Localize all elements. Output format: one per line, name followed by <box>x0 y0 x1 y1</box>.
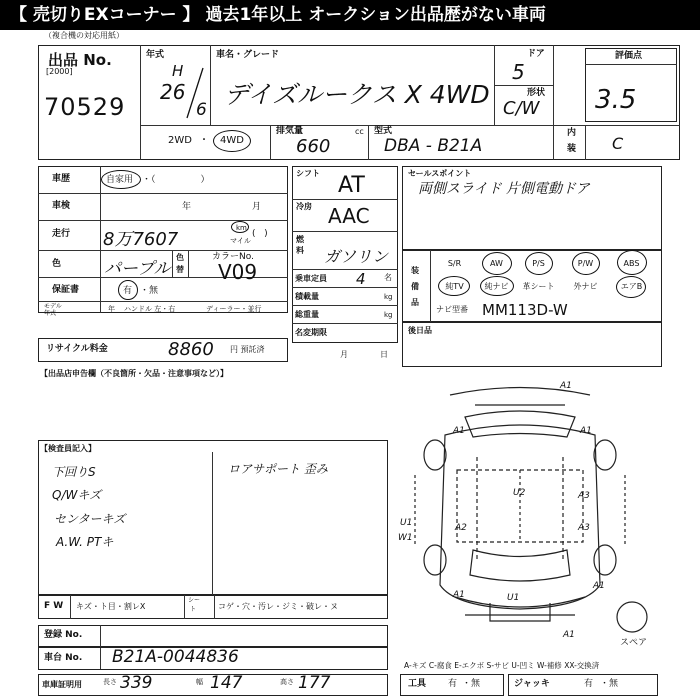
mileage-paren: ( ) <box>252 229 268 239</box>
legend: A-キズ C-腐食 E-エクボ S-サビ U-凹ミ W-補修 XX-交換済 <box>404 661 600 670</box>
lot-number: 70529 <box>44 93 126 121</box>
warranty-rest: ・無 <box>140 286 159 296</box>
name-change-month: 月 <box>340 350 348 359</box>
fw-text-1: キズ・ト目・割レX <box>76 602 146 611</box>
equip-ext-navi: 外ナビ <box>573 282 598 291</box>
car-diagram <box>395 375 690 650</box>
inspection-month: 月 <box>252 202 262 212</box>
warranty-label: 保証書 <box>52 285 80 295</box>
mileage-value: 8万7607 <box>103 229 179 250</box>
recycle-unit: 円 預託済 <box>230 345 265 354</box>
inspector-label: 【検査員記入】 <box>40 444 96 453</box>
fw-sheet-1: シー <box>188 597 201 604</box>
mark-a1-right: A1 <box>580 426 592 436</box>
cert-h: 高さ <box>280 678 294 686</box>
lot-stamp: [2000] <box>46 67 73 76</box>
score-label: 評価点 <box>615 51 643 61</box>
ac-value: AAC <box>328 204 370 228</box>
interior-label-2: 装 <box>567 144 577 154</box>
vehicle-name: デイズルークス X 4WD <box>224 80 490 109</box>
model-year-handle: ハンドル 左・右 <box>124 305 176 313</box>
mileage-label: 走行 <box>52 229 71 239</box>
fuel-label-1: 燃 <box>296 235 304 244</box>
interior-value: C <box>612 134 624 153</box>
sales-point-value: 両側スライド 片側電動ドア <box>418 181 590 197</box>
capacity-label: 乗車定員 <box>295 274 327 283</box>
tools-no: ・無 <box>462 679 481 689</box>
inspection-year: 年 <box>182 202 192 212</box>
equip-ps: P/S <box>532 259 545 268</box>
color-code-label: カラーNo. <box>212 252 254 262</box>
recycle-value: 8860 <box>168 339 214 360</box>
load-label: 積載量 <box>295 292 319 301</box>
recycle-label: リサイクル料金 <box>46 344 108 354</box>
sales-point-label: セールスポイント <box>408 169 472 178</box>
score-value: 3.5 <box>595 85 637 115</box>
doors-label: ドア <box>527 49 545 59</box>
inspection-label: 車検 <box>52 201 71 211</box>
fw-label: F W <box>44 601 64 611</box>
drive-4wd: 4WD <box>220 135 244 146</box>
interior-label-1: 内 <box>567 128 577 138</box>
jack-label: ジャッキ <box>514 679 550 689</box>
name-change-day: 日 <box>380 350 388 359</box>
equip-pw: P/W <box>577 259 594 268</box>
drive-4wd-circle <box>213 130 251 152</box>
mark-w1: W1 <box>398 533 413 543</box>
tools-yes: 有 <box>448 679 458 689</box>
mileage-km-circle <box>231 221 249 233</box>
chassis-label: 車台 No. <box>44 653 83 663</box>
load-unit: kg <box>384 293 393 301</box>
banner-text: 【 売切りEXコーナー 】 過去1年以上 オークション出品歴がない車両 <box>10 5 546 25</box>
navi-model-label: ナビ型番 <box>436 305 468 314</box>
year-month: 6 <box>196 100 207 120</box>
history-rest: ・（ ） <box>142 175 210 185</box>
mark-u1-bottom: U1 <box>507 593 520 603</box>
history-value: 自家用 <box>106 175 134 185</box>
mark-a1-bottom: A1 <box>563 630 575 640</box>
model-year-dealer: ディーラー・並行 <box>206 305 262 313</box>
later-label: 後日品 <box>408 326 432 335</box>
model-value: DBA - B21A <box>384 136 483 156</box>
color-value: パープル <box>104 259 171 279</box>
weight-unit: kg <box>384 311 393 319</box>
mark-a3-right: A3 <box>578 491 590 501</box>
shape-label: 形状 <box>527 88 546 98</box>
inspector-line-1: 下回りS <box>52 465 96 479</box>
fw-text-2: コゲ・穴・汚レ・ジミ・破レ・ヌ <box>218 602 338 611</box>
equip-airbag: エアB <box>620 282 643 291</box>
mark-u1-left: U1 <box>400 518 413 528</box>
mileage-km: km <box>236 224 247 232</box>
capacity-value: 4 <box>356 270 366 288</box>
cert-l: 長さ <box>103 678 117 686</box>
shift-value: AT <box>338 173 365 198</box>
doors-value: 5 <box>512 60 525 84</box>
year-slash <box>145 60 209 122</box>
drive-2wd: 2WD <box>168 135 192 146</box>
displacement-unit: cc <box>355 127 364 136</box>
warranty-yes: 有 <box>123 286 133 296</box>
equip-leather: 革シート <box>522 282 555 291</box>
equip-tv: 純TV <box>445 282 464 291</box>
vehicle-label: 車名・グレード <box>216 50 280 60</box>
equip-airbag-circle <box>616 276 646 298</box>
mark-a1-top: A1 <box>560 381 572 391</box>
equip-aw: AW <box>490 259 503 268</box>
inspector-line-2: Q/Wキズ <box>52 488 102 502</box>
cert-w: 幅 <box>196 678 203 686</box>
fw-sheet-2: ト <box>190 606 197 613</box>
year-value: 26 <box>160 80 186 104</box>
year-era: H <box>172 62 184 80</box>
displacement-label: 排気量 <box>276 126 304 136</box>
model-year-l1: モデル <box>44 303 62 310</box>
registration-label: 登録 No. <box>44 630 83 640</box>
model-year-l2: 年式 <box>44 310 57 317</box>
equipment-label-3: 品 <box>411 298 419 307</box>
mark-a2: A2 <box>455 523 467 533</box>
mark-u2: U2 <box>513 488 526 498</box>
equipment-label-2: 備 <box>411 282 419 291</box>
equip-navi-circle <box>480 276 514 296</box>
navi-model-value: MM113D-W <box>482 301 568 319</box>
weight-label: 総重量 <box>295 310 319 319</box>
mark-a1-left: A1 <box>453 426 465 436</box>
warranty-circle <box>118 280 138 300</box>
history-label: 車歴 <box>52 174 71 184</box>
mark-a1-lower-left: A1 <box>453 590 465 600</box>
equip-sr: S/R <box>447 259 462 268</box>
model-label: 型式 <box>374 126 393 136</box>
subheader: （複合機の対応用紙） <box>44 31 124 40</box>
equipment-label-1: 装 <box>411 266 419 275</box>
jack-yes: 有 <box>584 679 594 689</box>
later-box <box>402 322 662 367</box>
ac-label: 冷房 <box>296 202 312 211</box>
fuel-label-2: 料 <box>296 246 304 255</box>
shape-value: C/W <box>503 98 540 119</box>
color-change-2: 替 <box>176 265 184 274</box>
mileage-mile: マイル <box>230 237 251 245</box>
banner <box>0 0 700 30</box>
name-change-label: 名変期限 <box>295 328 327 337</box>
equip-ps-circle <box>525 252 553 275</box>
lot-label: 出品 No. <box>48 51 112 69</box>
equip-abs: ABS <box>623 259 640 268</box>
spare-label: スペア <box>620 638 648 648</box>
year-label: 年式 <box>146 50 165 60</box>
shift-label: シフト <box>296 169 320 178</box>
equip-pw-circle <box>572 252 600 275</box>
registration-box <box>38 625 388 647</box>
inspector-line-4: A.W. PTキ <box>56 535 114 549</box>
mark-a1-lower-right: A1 <box>593 581 605 591</box>
color-label: 色 <box>52 259 62 269</box>
inspector-line-3: センターキズ <box>54 512 126 526</box>
inspector-note-right: ロアサポート 歪み <box>228 462 328 476</box>
history-circle <box>101 170 141 189</box>
cert-label: 車庫証明用 <box>42 680 82 689</box>
capacity-unit: 名 <box>384 273 392 282</box>
drive-dot: ・ <box>199 135 209 146</box>
displacement-value: 660 <box>296 136 331 157</box>
mark-a3-right-2: A3 <box>578 523 590 533</box>
color-change-1: 色 <box>176 253 184 262</box>
cert-lv: 339 <box>120 673 153 693</box>
equip-navi: 純ナビ <box>484 282 509 291</box>
equip-aw-circle <box>482 252 512 275</box>
jack-no: ・無 <box>600 679 619 689</box>
cert-wv: 147 <box>210 673 243 693</box>
equip-abs-circle <box>617 250 647 275</box>
tools-label: 工具 <box>408 679 427 689</box>
cert-hv: 177 <box>298 673 331 693</box>
model-year-year: 年 <box>108 305 115 313</box>
seller-notes-label: 【出品店申告欄（不良箇所・欠品・注意事項など）】 <box>40 369 228 378</box>
color-code: V09 <box>218 260 258 284</box>
fuel-value: ガソリン <box>324 247 389 266</box>
equip-tv-circle <box>438 276 470 296</box>
chassis-value: B21A-0044836 <box>112 647 239 667</box>
